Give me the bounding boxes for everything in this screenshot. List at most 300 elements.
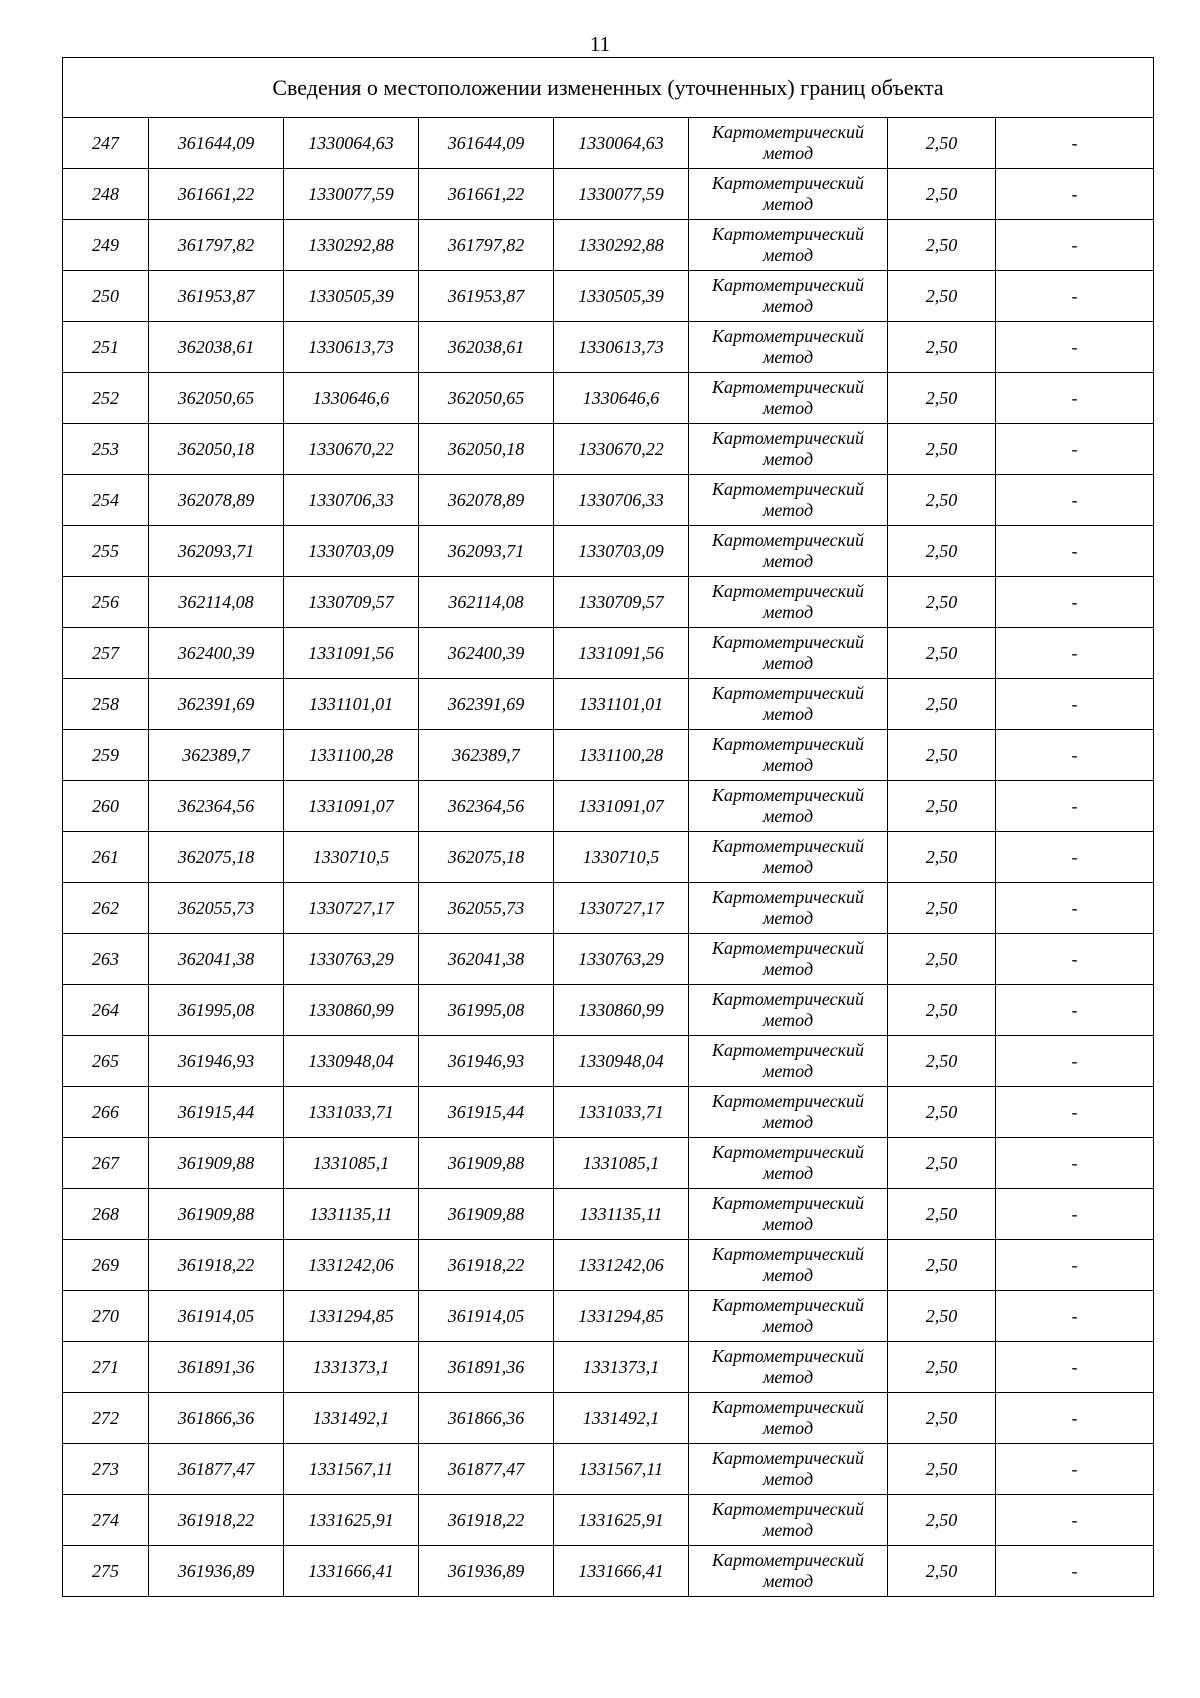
accuracy-cell: 2,50 — [888, 985, 996, 1036]
y-existing-cell: 1330505,39 — [284, 271, 419, 322]
x-existing-cell: 361946,93 — [149, 1036, 284, 1087]
description-cell: - — [996, 220, 1154, 271]
accuracy-cell: 2,50 — [888, 1189, 996, 1240]
y-existing-cell: 1330727,17 — [284, 883, 419, 934]
page-number: 11 — [589, 32, 611, 56]
description-cell: - — [996, 322, 1154, 373]
table-row — [63, 934, 1154, 985]
method-line-2: метод — [762, 449, 814, 469]
x-existing-cell: 362400,39 — [149, 628, 284, 679]
method-line-1: Картометрический — [711, 1295, 864, 1315]
description-cell: - — [996, 679, 1154, 730]
y-existing-cell: 1330710,5 — [284, 832, 419, 883]
y-new-cell: 1330763,29 — [554, 934, 689, 985]
accuracy-cell: 2,50 — [888, 1546, 996, 1597]
method-cell — [689, 1036, 888, 1087]
x-new-cell: 362041,38 — [419, 934, 554, 985]
description-cell: - — [996, 1342, 1154, 1393]
x-new-cell: 362364,56 — [419, 781, 554, 832]
y-new-cell: 1331085,1 — [554, 1138, 689, 1189]
method-line-2: метод — [762, 1469, 814, 1489]
y-new-cell: 1331100,28 — [554, 730, 689, 781]
description-cell: - — [996, 526, 1154, 577]
method-line-2: метод — [762, 806, 814, 826]
description-cell: - — [996, 1036, 1154, 1087]
table-row — [63, 577, 1154, 628]
accuracy-cell: 2,50 — [888, 220, 996, 271]
y-existing-cell: 1330670,22 — [284, 424, 419, 475]
description-cell: - — [996, 169, 1154, 220]
description-cell: - — [996, 1087, 1154, 1138]
point-number-cell: 268 — [63, 1189, 149, 1240]
y-existing-cell: 1330077,59 — [284, 169, 419, 220]
y-new-cell: 1330709,57 — [554, 577, 689, 628]
y-new-cell: 1330646,6 — [554, 373, 689, 424]
method-line-2: метод — [762, 1418, 814, 1438]
description-cell: - — [996, 1138, 1154, 1189]
method-line-1: Картометрический — [711, 938, 864, 958]
method-line-2: метод — [762, 1520, 814, 1540]
accuracy-cell: 2,50 — [888, 730, 996, 781]
table-row — [63, 1138, 1154, 1189]
method-cell — [689, 118, 888, 169]
y-existing-cell: 1331294,85 — [284, 1291, 419, 1342]
y-existing-cell: 1330948,04 — [284, 1036, 419, 1087]
x-new-cell: 362050,18 — [419, 424, 554, 475]
method-cell — [689, 220, 888, 271]
point-number-cell: 250 — [63, 271, 149, 322]
y-new-cell: 1331373,1 — [554, 1342, 689, 1393]
method-cell — [689, 628, 888, 679]
description-cell: - — [996, 424, 1154, 475]
method-cell — [689, 1240, 888, 1291]
table-row — [63, 832, 1154, 883]
x-new-cell: 362400,39 — [419, 628, 554, 679]
method-line-1: Картометрический — [711, 428, 864, 448]
x-existing-cell: 362055,73 — [149, 883, 284, 934]
point-number-cell: 266 — [63, 1087, 149, 1138]
method-line-1: Картометрический — [711, 1346, 864, 1366]
x-existing-cell: 362078,89 — [149, 475, 284, 526]
x-existing-cell: 361953,87 — [149, 271, 284, 322]
x-existing-cell: 362075,18 — [149, 832, 284, 883]
table-row — [63, 985, 1154, 1036]
y-new-cell: 1330613,73 — [554, 322, 689, 373]
point-number-cell: 270 — [63, 1291, 149, 1342]
accuracy-cell: 2,50 — [888, 1342, 996, 1393]
method-line-2: метод — [762, 1316, 814, 1336]
point-number-cell: 248 — [63, 169, 149, 220]
description-cell: - — [996, 577, 1154, 628]
method-line-1: Картометрический — [711, 683, 864, 703]
point-number-cell: 271 — [63, 1342, 149, 1393]
table-row — [63, 1393, 1154, 1444]
method-line-2: метод — [762, 1163, 814, 1183]
point-number-cell: 272 — [63, 1393, 149, 1444]
method-cell — [689, 883, 888, 934]
point-number-cell: 249 — [63, 220, 149, 271]
y-existing-cell: 1330706,33 — [284, 475, 419, 526]
description-cell: - — [996, 1189, 1154, 1240]
y-new-cell: 1331091,07 — [554, 781, 689, 832]
method-line-1: Картометрический — [711, 377, 864, 397]
method-line-1: Картометрический — [711, 479, 864, 499]
y-new-cell: 1330670,22 — [554, 424, 689, 475]
method-cell — [689, 577, 888, 628]
method-line-1: Картометрический — [711, 1091, 864, 1111]
table-row — [63, 526, 1154, 577]
method-line-2: метод — [762, 296, 814, 316]
x-new-cell: 361936,89 — [419, 1546, 554, 1597]
x-existing-cell: 361914,05 — [149, 1291, 284, 1342]
y-new-cell: 1330077,59 — [554, 169, 689, 220]
y-new-cell: 1331101,01 — [554, 679, 689, 730]
point-number-cell: 261 — [63, 832, 149, 883]
point-number-cell: 259 — [63, 730, 149, 781]
y-new-cell: 1330710,5 — [554, 832, 689, 883]
method-cell — [689, 730, 888, 781]
accuracy-cell: 2,50 — [888, 1036, 996, 1087]
accuracy-cell: 2,50 — [888, 679, 996, 730]
method-cell — [689, 934, 888, 985]
method-line-2: метод — [762, 1571, 814, 1591]
method-line-2: метод — [762, 755, 814, 775]
table-row — [63, 628, 1154, 679]
y-new-cell: 1330860,99 — [554, 985, 689, 1036]
x-existing-cell: 361918,22 — [149, 1495, 284, 1546]
point-number-cell: 252 — [63, 373, 149, 424]
point-number-cell: 263 — [63, 934, 149, 985]
table-row — [63, 475, 1154, 526]
method-cell — [689, 1393, 888, 1444]
y-new-cell: 1331135,11 — [554, 1189, 689, 1240]
y-new-cell: 1331091,56 — [554, 628, 689, 679]
y-existing-cell: 1331492,1 — [284, 1393, 419, 1444]
description-cell: - — [996, 475, 1154, 526]
x-new-cell: 361661,22 — [419, 169, 554, 220]
x-new-cell: 362075,18 — [419, 832, 554, 883]
x-new-cell: 362391,69 — [419, 679, 554, 730]
y-new-cell: 1331625,91 — [554, 1495, 689, 1546]
method-cell — [689, 526, 888, 577]
method-line-1: Картометрический — [711, 530, 864, 550]
y-existing-cell: 1331091,07 — [284, 781, 419, 832]
x-new-cell: 361946,93 — [419, 1036, 554, 1087]
x-existing-cell: 362050,18 — [149, 424, 284, 475]
y-new-cell: 1330706,33 — [554, 475, 689, 526]
boundary-coordinates-table — [62, 57, 1154, 1597]
y-new-cell: 1331294,85 — [554, 1291, 689, 1342]
method-line-1: Картометрический — [711, 326, 864, 346]
description-cell: - — [996, 985, 1154, 1036]
point-number-cell: 273 — [63, 1444, 149, 1495]
x-existing-cell: 361797,82 — [149, 220, 284, 271]
method-cell — [689, 169, 888, 220]
method-line-2: метод — [762, 1061, 814, 1081]
method-line-2: метод — [762, 347, 814, 367]
x-new-cell: 362038,61 — [419, 322, 554, 373]
point-number-cell: 260 — [63, 781, 149, 832]
x-new-cell: 361644,09 — [419, 118, 554, 169]
accuracy-cell: 2,50 — [888, 1495, 996, 1546]
y-existing-cell: 1330763,29 — [284, 934, 419, 985]
x-new-cell: 361918,22 — [419, 1240, 554, 1291]
method-cell — [689, 1138, 888, 1189]
y-existing-cell: 1330613,73 — [284, 322, 419, 373]
y-existing-cell: 1331101,01 — [284, 679, 419, 730]
table-row — [63, 118, 1154, 169]
x-new-cell: 361909,88 — [419, 1138, 554, 1189]
point-number-cell: 258 — [63, 679, 149, 730]
table-row — [63, 424, 1154, 475]
y-new-cell: 1330703,09 — [554, 526, 689, 577]
method-line-2: метод — [762, 500, 814, 520]
method-cell — [689, 1546, 888, 1597]
x-existing-cell: 362114,08 — [149, 577, 284, 628]
method-line-1: Картометрический — [711, 122, 864, 142]
table-body — [63, 58, 1154, 1597]
x-new-cell: 362114,08 — [419, 577, 554, 628]
method-cell — [689, 985, 888, 1036]
accuracy-cell: 2,50 — [888, 424, 996, 475]
table-row — [63, 883, 1154, 934]
method-line-1: Картометрический — [711, 275, 864, 295]
method-cell — [689, 373, 888, 424]
method-line-2: метод — [762, 1112, 814, 1132]
description-cell: - — [996, 730, 1154, 781]
y-existing-cell: 1331373,1 — [284, 1342, 419, 1393]
x-existing-cell: 361995,08 — [149, 985, 284, 1036]
method-line-1: Картометрический — [711, 1550, 864, 1570]
point-number-cell: 274 — [63, 1495, 149, 1546]
accuracy-cell: 2,50 — [888, 832, 996, 883]
method-cell — [689, 1291, 888, 1342]
x-existing-cell: 361877,47 — [149, 1444, 284, 1495]
x-existing-cell: 361644,09 — [149, 118, 284, 169]
x-new-cell: 362389,7 — [419, 730, 554, 781]
description-cell: - — [996, 1240, 1154, 1291]
accuracy-cell: 2,50 — [888, 322, 996, 373]
method-line-1: Картометрический — [711, 632, 864, 652]
table-row — [63, 1291, 1154, 1342]
y-existing-cell: 1331242,06 — [284, 1240, 419, 1291]
description-cell: - — [996, 934, 1154, 985]
point-number-cell: 257 — [63, 628, 149, 679]
x-existing-cell: 362391,69 — [149, 679, 284, 730]
point-number-cell: 253 — [63, 424, 149, 475]
accuracy-cell: 2,50 — [888, 1240, 996, 1291]
y-existing-cell: 1330646,6 — [284, 373, 419, 424]
method-line-2: метод — [762, 398, 814, 418]
x-new-cell: 361918,22 — [419, 1495, 554, 1546]
y-new-cell: 1331492,1 — [554, 1393, 689, 1444]
method-line-2: метод — [762, 1010, 814, 1030]
method-line-1: Картометрический — [711, 785, 864, 805]
accuracy-cell: 2,50 — [888, 475, 996, 526]
table-row — [63, 1240, 1154, 1291]
point-number-cell: 251 — [63, 322, 149, 373]
method-line-1: Картометрический — [711, 1040, 864, 1060]
y-existing-cell: 1330709,57 — [284, 577, 419, 628]
accuracy-cell: 2,50 — [888, 1291, 996, 1342]
y-existing-cell: 1331091,56 — [284, 628, 419, 679]
accuracy-cell: 2,50 — [888, 1444, 996, 1495]
x-existing-cell: 361866,36 — [149, 1393, 284, 1444]
accuracy-cell: 2,50 — [888, 934, 996, 985]
method-cell — [689, 1444, 888, 1495]
accuracy-cell: 2,50 — [888, 628, 996, 679]
table-row — [63, 169, 1154, 220]
method-line-2: метод — [762, 551, 814, 571]
description-cell: - — [996, 1546, 1154, 1597]
y-new-cell: 1330948,04 — [554, 1036, 689, 1087]
accuracy-cell: 2,50 — [888, 1087, 996, 1138]
description-cell: - — [996, 628, 1154, 679]
method-line-2: метод — [762, 908, 814, 928]
y-existing-cell: 1330292,88 — [284, 220, 419, 271]
method-line-1: Картометрический — [711, 1448, 864, 1468]
description-cell: - — [996, 781, 1154, 832]
x-new-cell: 362078,89 — [419, 475, 554, 526]
y-existing-cell: 1330703,09 — [284, 526, 419, 577]
x-new-cell: 362055,73 — [419, 883, 554, 934]
method-line-2: метод — [762, 857, 814, 877]
x-existing-cell: 361909,88 — [149, 1138, 284, 1189]
table-title-row — [63, 58, 1154, 118]
method-line-1: Картометрический — [711, 224, 864, 244]
method-line-2: метод — [762, 602, 814, 622]
method-line-2: метод — [762, 1265, 814, 1285]
y-existing-cell: 1331666,41 — [284, 1546, 419, 1597]
table-row — [63, 1546, 1154, 1597]
method-line-2: метод — [762, 1367, 814, 1387]
method-cell — [689, 832, 888, 883]
method-cell — [689, 322, 888, 373]
x-existing-cell: 361915,44 — [149, 1087, 284, 1138]
x-existing-cell: 361891,36 — [149, 1342, 284, 1393]
y-new-cell: 1331666,41 — [554, 1546, 689, 1597]
y-existing-cell: 1330064,63 — [284, 118, 419, 169]
method-line-1: Картометрический — [711, 1499, 864, 1519]
accuracy-cell: 2,50 — [888, 1393, 996, 1444]
point-number-cell: 255 — [63, 526, 149, 577]
accuracy-cell: 2,50 — [888, 526, 996, 577]
x-existing-cell: 362038,61 — [149, 322, 284, 373]
table-row — [63, 1342, 1154, 1393]
x-new-cell: 361995,08 — [419, 985, 554, 1036]
table-row — [63, 730, 1154, 781]
table-row — [63, 1495, 1154, 1546]
point-number-cell: 247 — [63, 118, 149, 169]
method-cell — [689, 475, 888, 526]
description-cell: - — [996, 271, 1154, 322]
y-existing-cell: 1331625,91 — [284, 1495, 419, 1546]
method-cell — [689, 271, 888, 322]
method-line-2: метод — [762, 959, 814, 979]
method-cell — [689, 1495, 888, 1546]
x-existing-cell: 362050,65 — [149, 373, 284, 424]
x-new-cell: 361909,88 — [419, 1189, 554, 1240]
x-new-cell: 361915,44 — [419, 1087, 554, 1138]
description-cell: - — [996, 1393, 1154, 1444]
method-line-2: метод — [762, 143, 814, 163]
method-line-1: Картометрический — [711, 581, 864, 601]
table-row — [63, 1036, 1154, 1087]
table-row — [63, 1189, 1154, 1240]
y-new-cell: 1330064,63 — [554, 118, 689, 169]
method-line-1: Картометрический — [711, 836, 864, 856]
method-cell — [689, 1342, 888, 1393]
x-existing-cell: 362389,7 — [149, 730, 284, 781]
y-new-cell: 1331242,06 — [554, 1240, 689, 1291]
x-new-cell: 361797,82 — [419, 220, 554, 271]
method-line-1: Картометрический — [711, 734, 864, 754]
point-number-cell: 269 — [63, 1240, 149, 1291]
point-number-cell: 267 — [63, 1138, 149, 1189]
point-number-cell: 254 — [63, 475, 149, 526]
accuracy-cell: 2,50 — [888, 118, 996, 169]
method-cell — [689, 781, 888, 832]
x-new-cell: 361891,36 — [419, 1342, 554, 1393]
x-existing-cell: 361909,88 — [149, 1189, 284, 1240]
y-existing-cell: 1331135,11 — [284, 1189, 419, 1240]
x-existing-cell: 362041,38 — [149, 934, 284, 985]
description-cell: - — [996, 373, 1154, 424]
y-new-cell: 1331567,11 — [554, 1444, 689, 1495]
table-row — [63, 271, 1154, 322]
x-existing-cell: 361936,89 — [149, 1546, 284, 1597]
point-number-cell: 264 — [63, 985, 149, 1036]
accuracy-cell: 2,50 — [888, 271, 996, 322]
method-cell — [689, 424, 888, 475]
x-new-cell: 361953,87 — [419, 271, 554, 322]
x-new-cell: 362050,65 — [419, 373, 554, 424]
y-new-cell: 1330727,17 — [554, 883, 689, 934]
y-existing-cell: 1331085,1 — [284, 1138, 419, 1189]
method-line-1: Картометрический — [711, 989, 864, 1009]
point-number-cell: 275 — [63, 1546, 149, 1597]
point-number-cell: 262 — [63, 883, 149, 934]
x-new-cell: 362093,71 — [419, 526, 554, 577]
table-row — [63, 1444, 1154, 1495]
method-cell — [689, 679, 888, 730]
description-cell: - — [996, 1495, 1154, 1546]
table-row — [63, 220, 1154, 271]
accuracy-cell: 2,50 — [888, 577, 996, 628]
accuracy-cell: 2,50 — [888, 781, 996, 832]
x-existing-cell: 362093,71 — [149, 526, 284, 577]
accuracy-cell: 2,50 — [888, 169, 996, 220]
y-new-cell: 1331033,71 — [554, 1087, 689, 1138]
method-line-2: метод — [762, 704, 814, 724]
x-existing-cell: 361918,22 — [149, 1240, 284, 1291]
accuracy-cell: 2,50 — [888, 373, 996, 424]
y-existing-cell: 1330860,99 — [284, 985, 419, 1036]
method-line-1: Картометрический — [711, 887, 864, 907]
x-new-cell: 361866,36 — [419, 1393, 554, 1444]
point-number-cell: 256 — [63, 577, 149, 628]
x-new-cell: 361914,05 — [419, 1291, 554, 1342]
table-row — [63, 373, 1154, 424]
y-new-cell: 1330505,39 — [554, 271, 689, 322]
method-line-1: Картометрический — [711, 173, 864, 193]
y-new-cell: 1330292,88 — [554, 220, 689, 271]
method-cell — [689, 1189, 888, 1240]
table-row — [63, 781, 1154, 832]
method-line-1: Картометрический — [711, 1193, 864, 1213]
x-existing-cell: 361661,22 — [149, 169, 284, 220]
y-existing-cell: 1331567,11 — [284, 1444, 419, 1495]
